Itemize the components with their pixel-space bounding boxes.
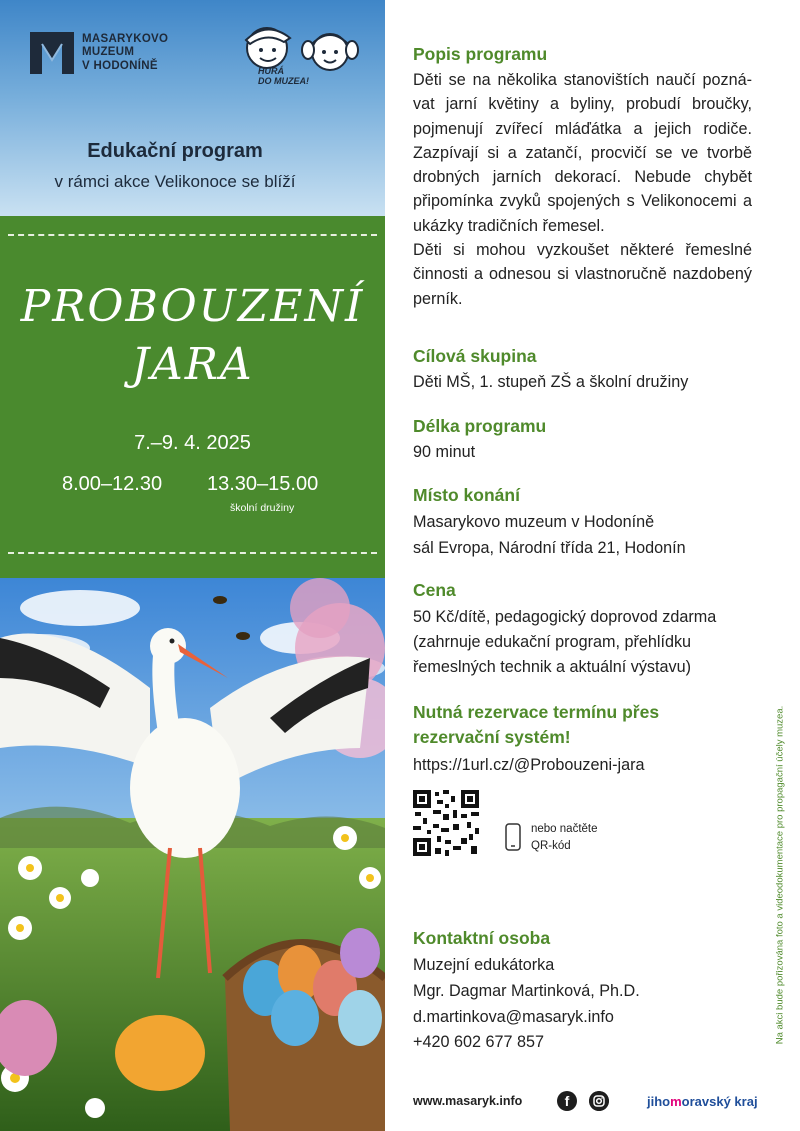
reservation-heading-1: Nutná rezervace termínu přes	[413, 702, 660, 722]
footer	[413, 1088, 773, 1116]
logo-line-3: V HODONÍNĚ	[82, 59, 158, 72]
event-time-1: 8.00–12.30	[62, 473, 163, 495]
instagram-icon[interactable]	[589, 1091, 609, 1111]
qr-note	[531, 821, 598, 855]
photo-consent-text: Na akci bude pořizována foto a videodokumentace pro propagační účely muzea.	[774, 705, 786, 1045]
region-logo	[647, 1094, 758, 1109]
region-logo-part-1: jiho	[647, 1094, 671, 1109]
reservation-link[interactable]: https://1url.cz/@Probouzeni-jara	[413, 756, 645, 774]
qr-note-line-1: nebo načtěte	[531, 823, 598, 835]
event-time-2-note: školní družiny	[230, 502, 295, 514]
description-heading: Popis programu	[413, 44, 548, 64]
event-dates: 7.–9. 4. 2025	[134, 432, 251, 454]
region-logo-part-3: oravský kraj	[681, 1094, 758, 1109]
target-group-text: Děti MŠ, 1. stupeň ZŠ a školní družiny	[413, 373, 689, 391]
event-title-line-2: JARA	[131, 339, 254, 390]
venue-line-2: sál Evropa, Národní třída 21, Hodonín	[413, 539, 686, 557]
mascot-slogan-line-2: DO MUZEA!	[258, 76, 309, 86]
contact-email[interactable]: d.martinkova@masaryk.info	[413, 1008, 614, 1026]
venue-line-1: Masarykovo muzeum v Hodoníně	[413, 513, 655, 531]
program-length-heading: Délka programu	[413, 416, 547, 436]
stork-easter-photo	[0, 578, 385, 1131]
description-block	[413, 68, 752, 311]
price-line-3: řemeslných technik a aktuální výstavu)	[413, 658, 692, 676]
mascot-slogan-line-1: HURÁ	[258, 66, 284, 76]
event-title-line-1: PROBOUZENÍ	[20, 281, 365, 332]
dashed-divider-bottom	[8, 552, 377, 554]
target-group-heading: Cílová skupina	[413, 346, 537, 366]
contact-name: Mgr. Dagmar Martinková, Ph.D.	[413, 982, 640, 1000]
logo-line-2: MUZEUM	[82, 46, 135, 59]
contact-phone[interactable]: +420 602 677 857	[413, 1033, 544, 1051]
price-heading: Cena	[413, 580, 456, 600]
venue-heading: Místo konání	[413, 485, 520, 505]
stork-illustration	[0, 578, 385, 1131]
smartphone-icon	[505, 823, 521, 851]
event-title	[0, 278, 385, 394]
contact-heading: Kontaktní osoba	[413, 928, 551, 948]
contact-role: Muzejní edukátorka	[413, 956, 555, 974]
logo-line-1: MASARYKOVO	[82, 32, 169, 45]
edu-subtitle: v rámci akce Velikonoce se blíží	[54, 172, 296, 191]
photo-consent-note	[770, 690, 790, 1060]
website-link[interactable]: www.masaryk.info	[413, 1094, 523, 1108]
event-banner	[0, 216, 385, 578]
reservation-heading-2: rezervační systém!	[413, 727, 571, 747]
mascot-slogan	[258, 66, 309, 86]
museum-logo-icon	[28, 30, 76, 76]
museum-logo	[28, 30, 168, 76]
edu-title: Edukační program	[87, 140, 263, 162]
sky-header	[0, 0, 385, 216]
qr-code-icon[interactable]	[413, 790, 479, 856]
program-length-text: 90 minut	[413, 443, 476, 461]
region-logo-part-2: m	[670, 1094, 682, 1109]
event-time-2: 13.30–15.00	[207, 473, 319, 495]
left-panel	[0, 0, 385, 1131]
qr-note-line-2: QR-kód	[531, 840, 571, 852]
price-line-2: (zahrnuje edukační program, přehlídku	[413, 633, 692, 651]
price-line-1: 50 Kč/dítě, pedagogický doprovod zdarma	[413, 608, 717, 626]
description-paragraph-2: Děti si mohou vyzkoušet některé řemeslné činnosti a odnesou si vlastnoručně nazdobený perník.	[413, 241, 752, 308]
description-paragraph-1: Děti se na několika stanovištích naučí poznávat jarní květiny a byliny, probudí broučky, pojmenují zvířecí mláďátka a jejich rodiče. Zazpívají si a zatančí, procvičí se ve tvorbě drobných jarních dekorací. Nebude chybět připomínka zvyků spojených s Velikonocemi a ukázky tradičních řemesel.	[413, 71, 752, 235]
facebook-icon[interactable]: f	[557, 1091, 577, 1111]
dashed-divider-top	[8, 234, 377, 236]
